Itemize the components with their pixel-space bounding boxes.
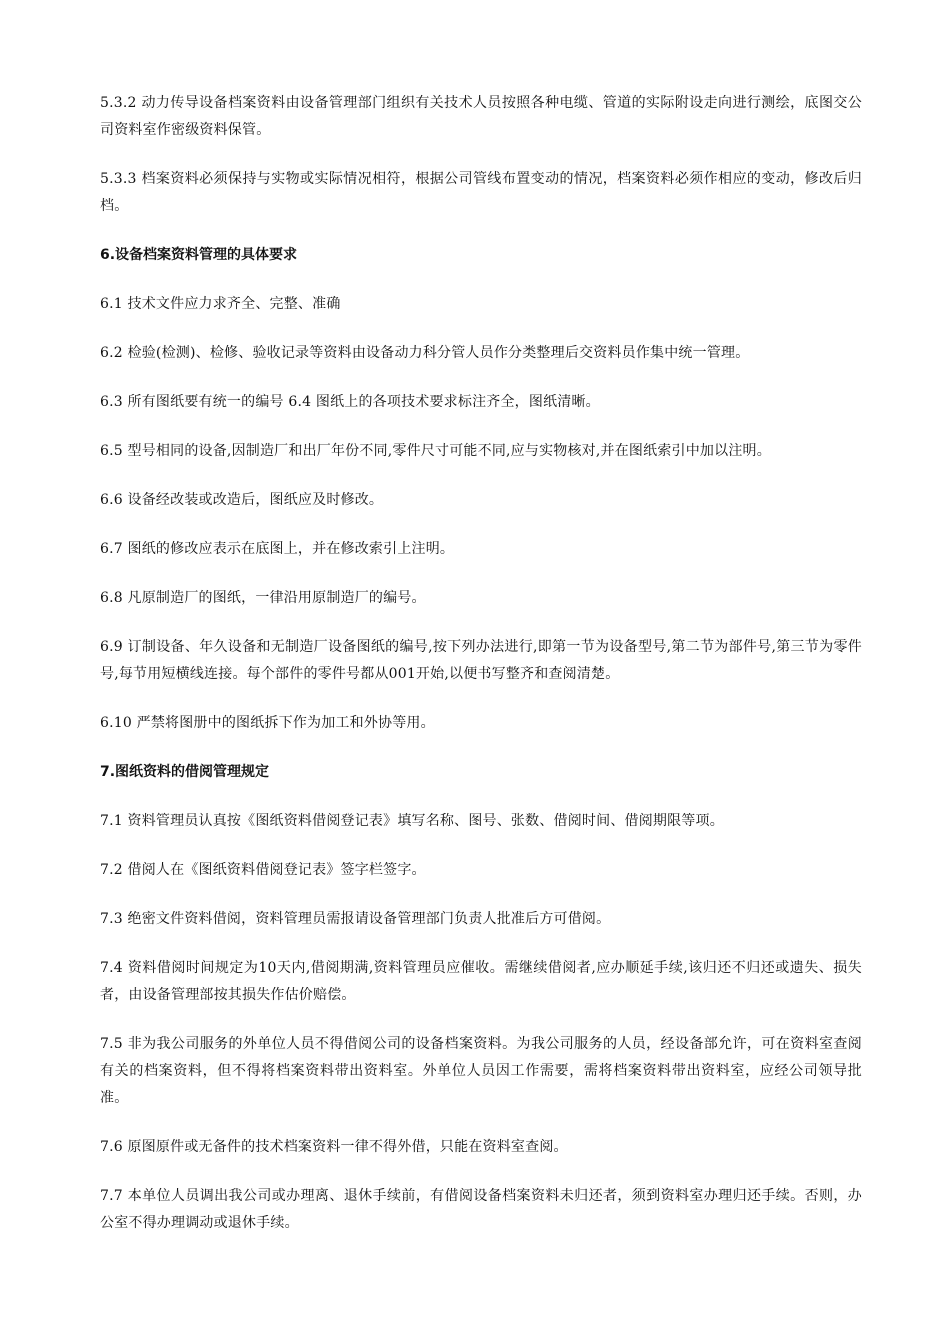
clause-6-10: 6.10 严禁将图册中的图纸拆下作为加工和外协等用。 (100, 715, 435, 731)
clause-6-1: 6.1 技术文件应力求齐全、完整、准确 (100, 296, 341, 312)
clause-7-5: 7.5 非为我公司服务的外单位人员不得借阅公司的设备档案资料。为我公司服务的人员，经设备部允许，可在资料室查阅有关的档案资料，但不得将档案资料带出资料室。外单位人员因工作需要，需将档案资料带出资料室，应经公司领导批准。 (100, 1036, 862, 1106)
clause-7-7: 7.7 本单位人员调出我公司或办理离、退休手续前，有借阅设备档案资料未归还者，须到资料室办理归还手续。否则，办公室不得办理调动或退休手续。 (100, 1188, 862, 1231)
clause-6-2: 6.2 检验(检测)、检修、验收记录等资料由设备动力科分管人员作分类整理后交资料员作集中统一管理。 (100, 345, 750, 361)
clause-6-8: 6.8 凡原制造厂的图纸，一律沿用原制造厂的编号。 (100, 590, 426, 606)
section-heading-7: 7.图纸资料的借阅管理规定 (100, 764, 270, 780)
clause-7-3: 7.3 绝密文件资料借阅，资料管理员需报请设备管理部门负责人批准后方可借阅。 (100, 911, 611, 927)
clause-7-4: 7.4 资料借阅时间规定为10天内,借阅期满,资料管理员应催收。需继续借阅者,应办顺延手续,该归还不归还或遗失、损失者，由设备管理部按其损失作估价赔偿。 (100, 960, 862, 1003)
clause-5-3-2: 5.3.2 动力传导设备档案资料由设备管理部门组织有关技术人员按照各种电缆、管道的实际附设走向进行测绘，底图交公司资料室作密级资料保管。 (100, 95, 862, 138)
clause-6-6: 6.6 设备经改装或改造后，图纸应及时修改。 (100, 492, 384, 508)
clause-6-9: 6.9 订制设备、年久设备和无制造厂设备图纸的编号,按下列办法进行,即第一节为设备型号,第二节为部件号,第三节为零件号,每节用短横线连接。每个部件的零件号都从001开始,以便书写整齐和查阅清楚。 (100, 639, 862, 682)
clause-7-2: 7.2 借阅人在《图纸资料借阅登记表》签字栏签字。 (100, 862, 426, 878)
section-heading-6: 6.设备档案资料管理的具体要求 (100, 247, 298, 263)
clause-7-1: 7.1 资料管理员认真按《图纸资料借阅登记表》填写名称、图号、张数、借阅时间、借阅期限等项。 (100, 813, 724, 829)
clause-5-3-3: 5.3.3 档案资料必须保持与实物或实际情况相符，根据公司管线布置变动的情况，档案资料必须作相应的变动，修改后归档。 (100, 171, 862, 214)
clause-6-7: 6.7 图纸的修改应表示在底图上，并在修改索引上注明。 (100, 541, 455, 557)
clause-6-3: 6.3 所有图纸要有统一的编号 6.4 图纸上的各项技术要求标注齐全，图纸清晰。 (100, 394, 600, 410)
document-page (100, 90, 862, 1259)
clause-7-6: 7.6 原图原件或无备件的技术档案资料一律不得外借，只能在资料室查阅。 (100, 1139, 568, 1155)
clause-6-5: 6.5 型号相同的设备,因制造厂和出厂年份不同,零件尺寸可能不同,应与实物核对,并在图纸索引中加以注明。 (100, 443, 771, 459)
